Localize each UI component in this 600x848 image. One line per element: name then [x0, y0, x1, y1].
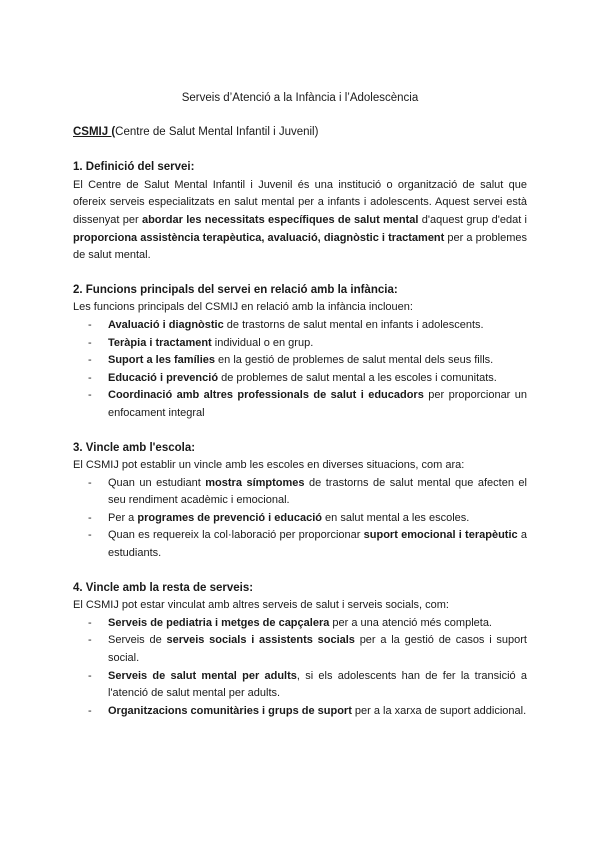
section-intro: Les funcions principals del CSMIJ en relació amb la infància inclouen: [73, 301, 413, 314]
item-text: Quan un estudiant [108, 476, 206, 489]
dash-bullet: - [88, 669, 92, 682]
paragraph-text: d'aquest grup d'edat i [418, 213, 527, 226]
item-bold-text: Serveis de pediatria i metges de capçalera [108, 616, 330, 629]
section-heading: 2. Funcions principals del servei en relació amb la infància: [73, 283, 398, 296]
section-other-services [73, 580, 527, 721]
item-text: Quan es requereix la col·laboració per proporcionar [108, 529, 364, 542]
item-text: per a la gestió de casos i suport social. [108, 634, 527, 665]
item-bold-text: Teràpia i tractament [108, 336, 212, 349]
item-bold-text: programes de prevenció i educació [137, 511, 322, 524]
dash-bullet: - [88, 704, 92, 717]
dash-bullet: - [88, 634, 92, 647]
definition-paragraph [73, 177, 527, 265]
document-subtitle [73, 124, 527, 142]
paragraph-bold-text: proporciona assistència terapèutica, avaluació, diagnòstic i tractament [73, 231, 445, 244]
list-item [73, 352, 527, 370]
item-bold-text: Coordinació amb altres professionals de salut i educadors [108, 389, 424, 402]
list-item [73, 668, 527, 703]
subtitle-acronym: CSMIJ ( [73, 125, 116, 138]
section-intro: El CSMIJ pot establir un vincle amb les escoles en diverses situacions, com ara: [73, 459, 465, 472]
item-text: de problemes de salut mental a les escoles i comunitats. [218, 371, 497, 384]
dash-bullet: - [88, 371, 92, 384]
paragraph-text: El Centre de Salut Mental Infantil i Juvenil és una institució o organització de salut que ofereix serveis especialitzats en salut mental per a infants i adolescents. Aquest servei està dissenyat per [73, 178, 527, 226]
item-text: de trastorns de salut mental en infants i adolescents. [223, 318, 484, 331]
list-item [73, 527, 527, 562]
document-title: Serveis d’Atenció a la Infància i l’Adolescència [181, 92, 419, 104]
paragraph-text: per a problemes de salut mental. [73, 231, 527, 262]
functions-list [73, 317, 527, 423]
list-item [73, 317, 527, 335]
dash-bullet: - [88, 336, 92, 349]
item-text: a estudiants. [108, 529, 527, 560]
item-bold-text: mostra símptomes [205, 476, 305, 489]
dash-bullet: - [88, 476, 92, 489]
section-intro: El CSMIJ pot estar vinculat amb altres serveis de salut i serveis socials, com: [73, 599, 449, 612]
item-text: Serveis de [108, 634, 167, 647]
school-list [73, 475, 527, 563]
item-text: per proporcionar un enfocament integral [108, 389, 528, 419]
dash-bullet: - [88, 318, 92, 331]
item-bold-text: Educació i prevenció [108, 371, 219, 384]
list-item [73, 615, 527, 633]
list-item [73, 387, 527, 422]
section-heading: 1. Definició del servei: [73, 161, 195, 174]
list-item [73, 703, 527, 721]
item-bold-text: Serveis de salut mental per adults [108, 669, 297, 682]
item-bold-text: Suport a les famílies [108, 354, 215, 367]
subtitle-full-name: Centre de Salut Mental Infantil i Juvenil) [115, 125, 319, 138]
list-item [73, 475, 527, 510]
list-item [73, 335, 527, 353]
section-heading: 4. Vincle amb la resta de serveis: [73, 581, 254, 594]
item-text: per a una atenció més completa. [329, 616, 492, 629]
list-item [73, 632, 527, 667]
item-text: per a la xarxa de suport addicional. [351, 704, 527, 717]
list-item [73, 370, 527, 388]
section-school-link [73, 440, 527, 563]
services-list [73, 615, 527, 721]
item-text: individual o en grup. [211, 336, 314, 349]
section-heading: 3. Vincle amb l'escola: [73, 441, 196, 454]
list-item [73, 510, 527, 528]
item-text: en la gestió de problemes de salut mental dels seus fills. [214, 354, 494, 367]
item-bold-text: suport emocional i terapèutic [363, 529, 518, 542]
item-bold-text: Avaluació i diagnòstic [108, 318, 224, 331]
paragraph-bold-text: abordar les necessitats específiques de salut mental [141, 213, 419, 226]
dash-bullet: - [88, 389, 92, 402]
item-text: , si els adolescents han de fer la transició a l'atenció de salut mental per adults. [108, 669, 527, 700]
dash-bullet: - [88, 354, 92, 367]
item-text: de trastorns de salut mental que afecten el seu rendiment acadèmic i emocional. [108, 476, 527, 507]
section-functions [73, 282, 527, 423]
item-text: Per a [108, 511, 138, 524]
dash-bullet: - [88, 529, 92, 542]
item-bold-text: serveis socials i assistents socials [166, 634, 355, 647]
item-bold-text: Organitzacions comunitàries i grups de suport [108, 704, 352, 717]
item-text: en salut mental a les escoles. [321, 511, 470, 524]
section-definition [73, 159, 527, 265]
dash-bullet: - [88, 616, 92, 629]
dash-bullet: - [88, 511, 92, 524]
